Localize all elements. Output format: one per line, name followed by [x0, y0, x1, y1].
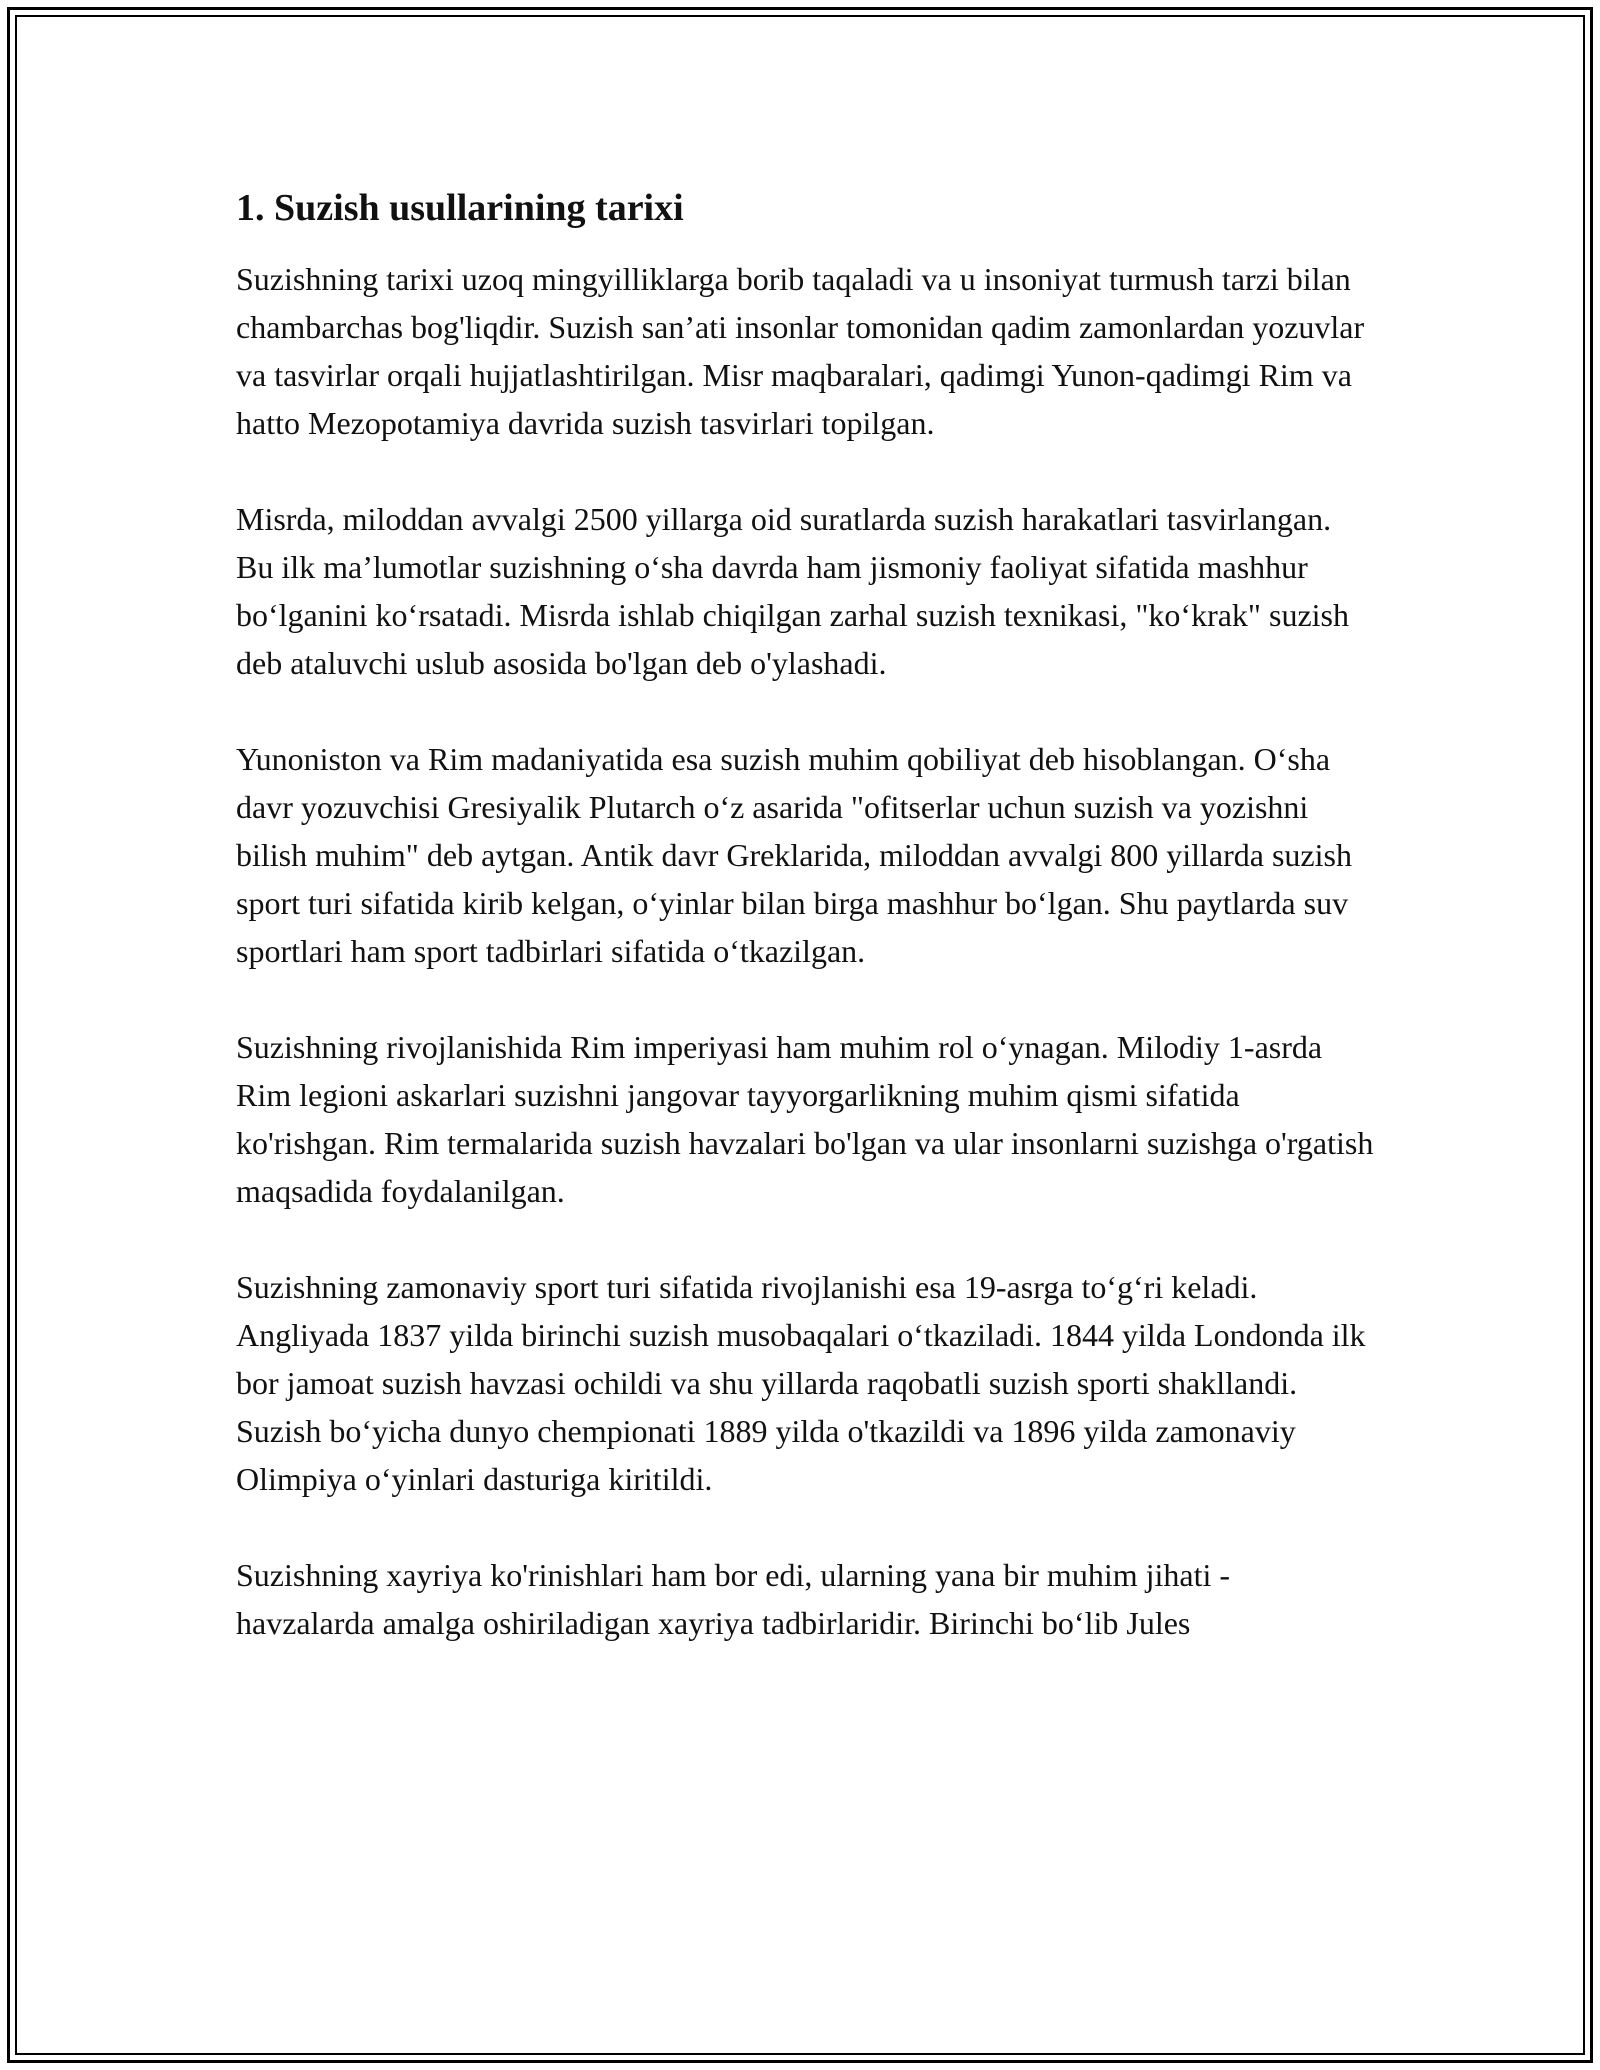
paragraph-2: Misrda, miloddan avvalgi 2500 yillarga oid suratlarda suzish harakatlari tasvirlangan. Bu ilk ma’lumotlar suzishning o‘sha davrda ham jismoniy faoliyat sifatida mashhur bo‘lganini ko‘rsatadi. Misrda ishlab chiqilgan zarhal suzish texnikasi, "ko‘krak" suzish deb ataluvchi uslub asosida bo'lgan deb o'ylashadi.	[236, 501, 1349, 682]
paragraph-3: Yunoniston va Rim madaniyatida esa suzish muhim qobiliyat deb hisoblangan. O‘sha davr yozuvchisi Gresiyalik Plutarch o‘z asarida "ofitserlar uchun suzish va yozishni bilish muhim" deb aytgan. Antik davr Greklarida, miloddan avvalgi 800 yillarda suzish sport turi sifatida kirib kelgan, o‘yinlar bilan birga mashhur bo‘lgan. Shu paytlarda suv sportlari ham sport tadbirlari sifatida o‘tkazilgan.	[236, 741, 1352, 970]
paragraph-4: Suzishning rivojlanishida Rim imperiyasi ham muhim rol o‘ynagan. Milodiy 1-asrda Rim legioni askarlari suzishni jangovar tayyorgarlikning muhim qismi sifatida ko'rishgan. Rim termalarida suzish havzalari bo'lgan va ular insonlarni suzishga o'rgatish maqsadida foydalanilgan.	[236, 1029, 1374, 1210]
paragraph-6: Suzishning xayriya ko'rinishlari ham bor edi, ularning yana bir muhim jihati - havzalarda amalga oshiriladigan xayriya tadbirlaridir. Birinchi bo‘lib Jules	[236, 1557, 1231, 1642]
section-heading: 1. Suzish usullarining tarixi	[236, 187, 684, 229]
paragraph-1: Suzishning tarixi uzoq mingyilliklarga borib taqaladi va u insoniyat turmush tarzi bilan chambarchas bog'liqdir. Suzish san’ati insonlar tomonidan qadim zamonlardan yozuvlar va tasvirlar orqali hujjatlashtirilgan. Misr maqbaralari, qadimgi Yunon-qadimgi Rim va hatto Mezopotamiya davrida suzish tasvirlari topilgan.	[236, 261, 1365, 442]
document-body	[236, 184, 1376, 1695]
paragraph-5: Suzishning zamonaviy sport turi sifatida rivojlanishi esa 19-asrga to‘g‘ri keladi. Angliyada 1837 yilda birinchi suzish musobaqalari o‘tkaziladi. 1844 yilda Londonda ilk bor jamoat suzish havzasi ochildi va shu yillarda raqobatli suzish sporti shakllandi. Suzish bo‘yicha dunyo chempionati 1889 yilda o'tkazildi va 1896 yilda zamonaviy Olimpiya o‘yinlari dasturiga kiritildi.	[236, 1269, 1366, 1498]
